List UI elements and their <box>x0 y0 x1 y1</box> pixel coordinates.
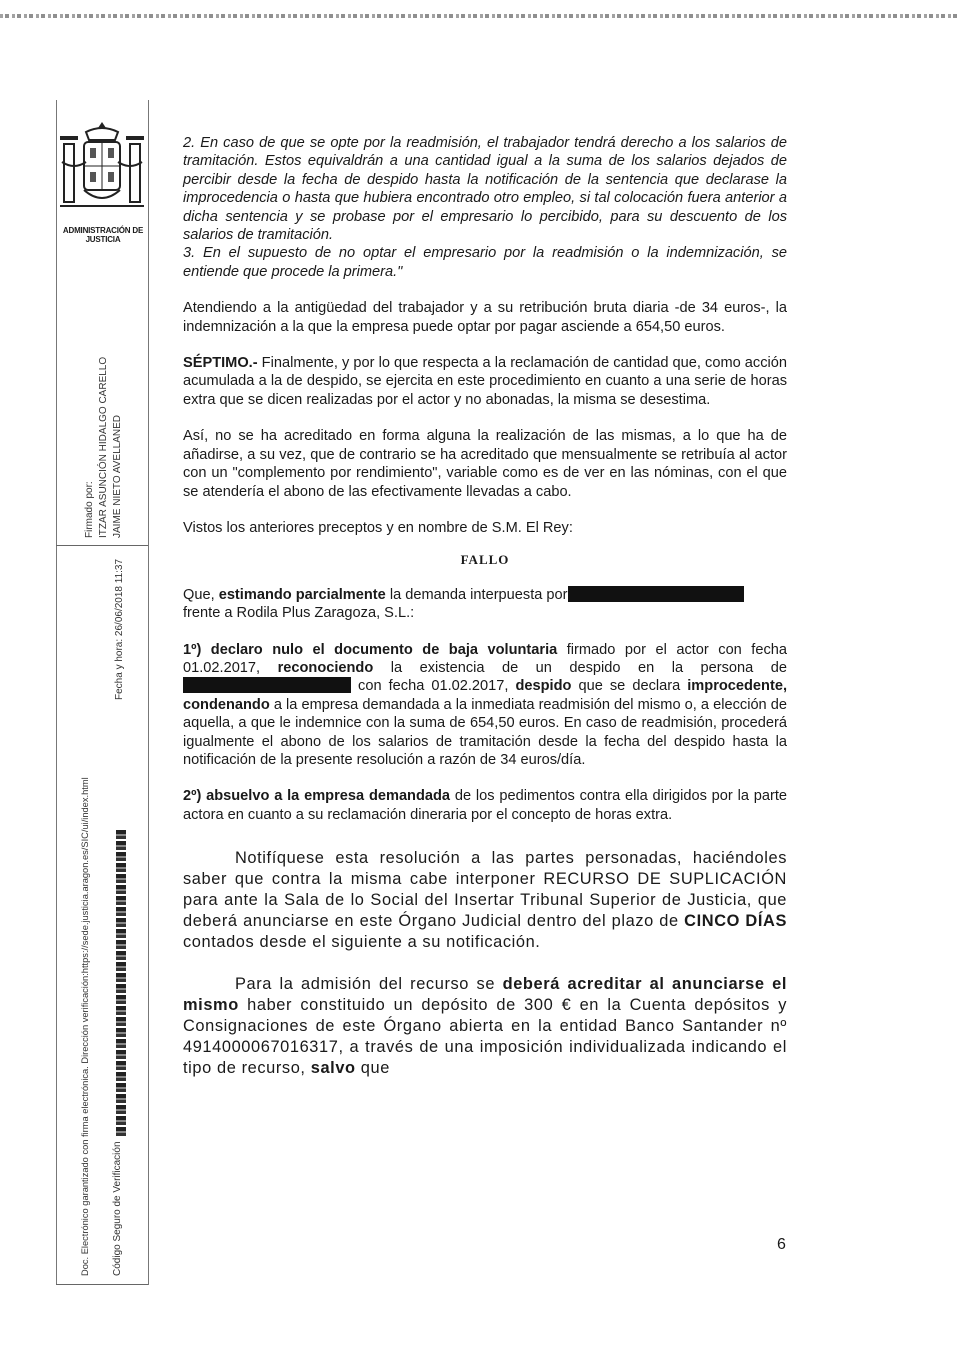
signer-2: JAIME NIETO AVELLANED <box>112 414 123 538</box>
quote-paragraph-2: 2. En caso de que se opte por la readmisión, el trabajador tendrá derecho a los salarios de tramitación. Estos equivaldrán a una cantidad igual a la suma de los salarios dejados de percibir desde la fecha de despido hasta la notificación de la sentencia que declarase la improcedencia o hasta que hubiera encontrado otro empleo, si tal colocación fuera anterior a dicha sentencia y se probase por el empresario lo percibido, para su descuento de los salarios de tramitación. <box>183 135 787 244</box>
signed-by-label: Firmado por: <box>84 481 95 538</box>
overtime-paragraph: Así, no se ha acreditado en forma alguna la realización de las mismas, a lo que ha de añadirse, a su vez, que de contrario se ha acreditado que mensualmente se retribuía al actor con un "complemento por rendimiento", variable como es de ver en las nóminas, con el que se atendería el abono de las efectivamente llevadas a cabo. <box>183 428 787 500</box>
fallo-point-2: 2º) absuelvo a la empresa demandada de los pedimentos contra ella dirigidos por la parte actora en cuanto a su reclamación dineraria por el concepto de horas extra. <box>183 788 788 823</box>
septimo-heading: SÉPTIMO.- <box>183 355 258 372</box>
sidebar-border-right <box>148 100 149 1285</box>
fallo-heading: FALLO <box>460 552 510 568</box>
deposit-paragraph: Para la admisión del recurso se deberá acreditar al anunciarse el mismo haber constituido un depósito de 300 € en la Cuenta depósitos y Consignaciones de este Órgano abierta en la entidad Banco Santander nº 4914000067016317, a través de una imposición individualizada indicando el tipo de recurso, salvo que <box>183 975 787 1078</box>
signer-1: ITZAR ASUNCIÓN HIDALGO CARELLO <box>98 356 109 538</box>
indemnity-paragraph: Atendiendo a la antigüedad del trabajador y a su retribución bruta diaria -de 34 euros-, la indemnización a la que la empresa puede optar por pagar asciende a 654,50 euros. <box>183 300 787 335</box>
fallo-point-1: 1º) declaro nulo el documento de baja voluntaria firmado por el actor con fecha 01.02.2017, reconociendo la existencia de un despido en la persona de con fecha 01.02.2017, despido que se declara improcedente, condenando a la empresa demandada a la inmediata readmisión del mismo o, a elección de aquella, a que le indemnice con la suma de 654,50 euros. En caso de readmisión, procederá igualmente el abono de los salarios de tramitación desde la fecha del despido hasta la notificación de la presente resolución a razón de 34 euros/día. <box>183 641 787 768</box>
page-number: 6 <box>777 1236 786 1253</box>
redacted-name <box>568 586 744 602</box>
verification-code-label: Código Seguro de Verificación <box>112 1141 123 1276</box>
septimo-paragraph: SÉPTIMO.- Finalmente, y por lo que respecta a la reclamación de cantidad que, como acción acumulada a la de despido, se ejercita en este procedimiento en cuanto a una serie de horas extra que se dicen realizadas por el actor y no abonadas, la misma se desestima. <box>183 355 787 408</box>
scan-top-line <box>0 14 960 18</box>
sidebar-bottom <box>56 1284 148 1285</box>
emblem-label: ADMINISTRACIÓN DE JUSTICIA <box>62 226 144 244</box>
quote-paragraph-3: 3. En el supuesto de no optar el empresario por la readmisión o la indemnización, se entiende que procede la primera." <box>183 245 787 280</box>
redacted-person <box>183 677 351 693</box>
preceptos-paragraph: Vistos los anteriores preceptos y en nombre de S.M. El Rey: <box>183 519 573 536</box>
fallo-intro: Que, estimando parcialmente la demanda interpuesta por frente a Rodila Plus Zaragoza, S.L.: <box>183 586 787 623</box>
sign-date: Fecha y hora: 26/06/2018 11:37 <box>114 558 125 700</box>
notification-paragraph: Notifíquese esta resolución a las partes personadas, haciéndoles saber que contra la misma cabe interponer RECURSO DE SUPLICACIÓN para ante la Sala de lo Social del Insertar Tribunal Superior de Justicia, que deberá anunciarse en este Órgano Judicial dentro del plazo de CINCO DÍAS contados desde el siguiente a su notificación. <box>183 849 787 952</box>
sidebar-divider <box>56 545 148 546</box>
coat-of-arms-icon <box>56 118 148 238</box>
document-body <box>183 134 787 1079</box>
verification-code-value <box>116 830 126 1136</box>
sidebar-border-left <box>56 100 57 1285</box>
electronic-doc-note: Doc. Electrónico garantizado con firma electrónica. Dirección verificación:https://sede.justicia.aragon.es/SIC/ui/index.html <box>80 777 90 1276</box>
